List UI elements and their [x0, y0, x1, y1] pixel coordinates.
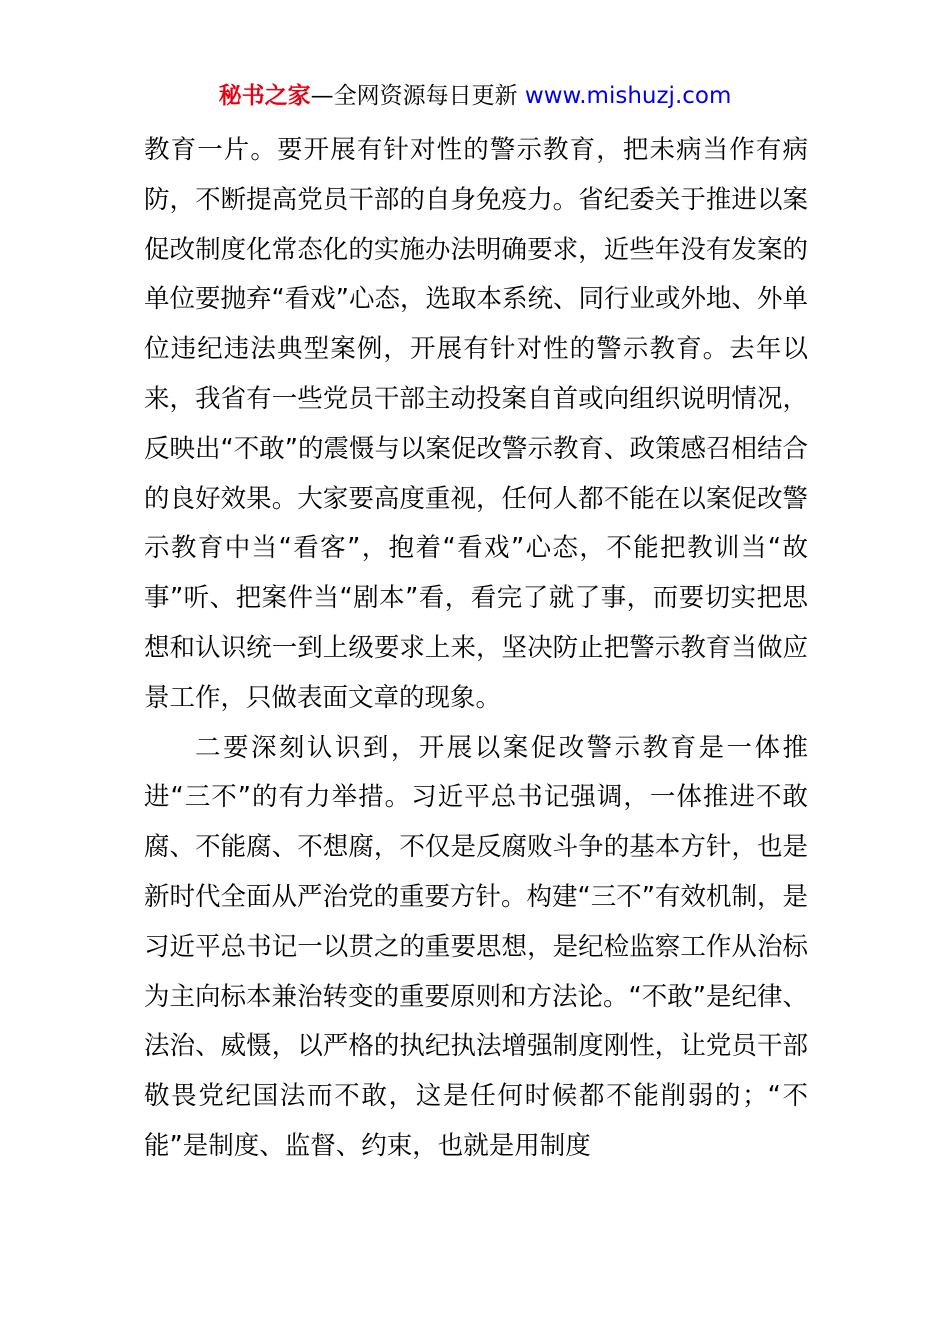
paragraph-1: 教育一片。要开展有针对性的警示教育，把未病当作有病防，不断提高党员干部的自身免疫力。省纪委关于推进以案促改制度化常态化的实施办法明确要求，近些年没有发案的单位要抛弃“看戏”心态，选取本系统、同行业或外地、外单位违纪违法典型案例，开展有针对性的警示教育。去年以来，我省有一些党员干部主动投案自首或向组织说明情况，反映出“不敢”的震慑与以案促改警示教育、政策感召相结合的良好效果。大家要高度重视，任何人都不能在以案促改警示教育中当“看客”，抱着“看戏”心态，不能把教训当“故事”听、把案件当“剧本”看，看完了就了事，而要切实把思想和认识统一到上级要求上来，坚决防止把警示教育当做应景工作，只做表面文章的现象。 [144, 135, 808, 713]
page-header [0, 80, 950, 112]
site-url-link[interactable]: www.mishuzj.com [517, 83, 732, 109]
brand-name: 秘书之家 [218, 83, 311, 109]
document-body [144, 126, 808, 1172]
header-tagline: —全网资源每日更新 [310, 83, 518, 109]
paragraph-2: 二要深刻认识到，开展以案促改警示教育是一体推进“三不”的有力举措。习近平总书记强调，一体推进不敢腐、不能腐、不想腐，不仅是反腐败斗争的基本方针，也是新时代全面从严治党的重要方针。构建“三不”有效机制，是习近平总书记一以贯之的重要思想，是纪检监察工作从治标为主向标本兼治转变的重要原则和方法论。“不敢”是纪律、法治、威慑，以严格的执纪执法增强制度刚性，让党员干部敬畏党纪国法而不敢，这是任何时候都不能削弱的；“不能”是制度、监督、约束，也就是用制度 [144, 732, 808, 1161]
